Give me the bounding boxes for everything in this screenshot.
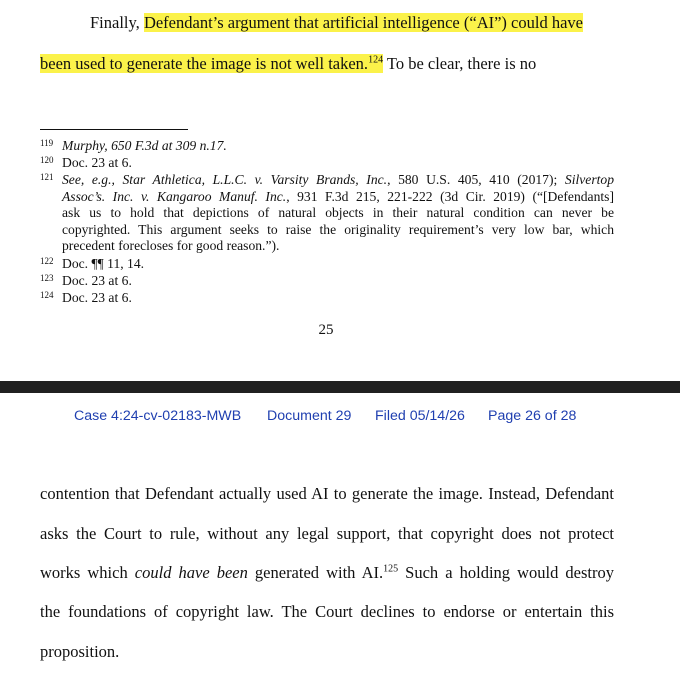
body-text: works which	[40, 563, 135, 582]
filed-date: Filed 05/14/26	[375, 408, 465, 424]
case-number: Case 4:24-cv-02183-MWB	[74, 408, 242, 424]
document-number: Document 29	[267, 408, 352, 424]
citation-text: , 931 F.3d 215, 221-222 (3d Cir. 2019) (“[Defendants]	[286, 188, 614, 204]
footnote-separator	[40, 129, 188, 130]
footnote-text: Doc. 23 at 6.	[62, 273, 132, 288]
body-line-1	[90, 13, 614, 33]
page-break-divider	[0, 381, 680, 393]
body-text: To be clear, there is no	[383, 54, 537, 73]
case-name: See, e.g., Star Athletica, L.L.C. v. Varsity Brands, Inc.	[62, 172, 388, 187]
body-text: Finally,	[90, 13, 144, 32]
footnote-number: 124	[40, 290, 54, 300]
body-line-4: asks the Court to rule, without any legal support, that copyright does not protect	[40, 524, 614, 543]
footnote-ref-124[interactable]: 124	[368, 54, 384, 66]
body-line-2	[40, 54, 614, 74]
footnote-ref-125[interactable]: 125	[383, 563, 399, 575]
footnote-text	[62, 138, 614, 155]
footnote-text: Doc. 23 at 6.	[62, 290, 132, 305]
footnote-line	[62, 189, 614, 206]
footnote-number: 123	[40, 273, 54, 283]
footnote-number: 119	[40, 138, 54, 148]
footnote-text: Doc. 23 at 6.	[62, 155, 132, 170]
citation-text: , 580 U.S. 405, 410 (2017);	[387, 172, 565, 187]
footnote-line: copyrighted. This argument seeks to raise the originality requirement’s very low bar, which	[62, 221, 614, 237]
page-indicator: Page 26 of 28	[488, 408, 577, 424]
case-name: Silvertop	[564, 172, 614, 187]
emphasized-text: could have been	[134, 563, 248, 582]
footnote-number: 120	[40, 155, 54, 165]
body-line-6: the foundations of copyright law. The Court declines to endorse or entertain this	[40, 602, 614, 621]
highlighted-text: Defendant’s argument that artificial intelligence (“AI”) could have	[143, 13, 583, 32]
footnote-line: ask us to hold that depictions of natural objects in their natural condition can never be	[62, 205, 614, 221]
highlighted-text-content: been used to generate the image is not well taken.	[40, 54, 369, 73]
highlighted-text	[40, 54, 383, 73]
footnote-number: 121	[40, 172, 54, 182]
footnote-121	[40, 172, 614, 256]
footnote-number: 122	[40, 256, 54, 266]
footnote-line: precedent forecloses for good reason.”).	[62, 238, 280, 254]
body-text: generated with AI.	[247, 563, 384, 582]
page-number: 25	[318, 322, 334, 338]
footnote-text: Doc. ¶¶ 11, 14.	[62, 256, 145, 271]
body-text: Such a holding would destroy	[398, 563, 614, 582]
footnote-line	[62, 172, 614, 189]
body-line-5	[40, 563, 614, 583]
citation-text: Murphy, 650 F.3d at 309 n.17.	[62, 138, 227, 153]
case-name: Assoc’s. Inc. v. Kangaroo Manuf. Inc.	[62, 188, 287, 204]
body-line-7: proposition.	[40, 642, 120, 661]
ecf-header	[0, 408, 680, 428]
body-line-3: contention that Defendant actually used AI to generate the image. Instead, Defendant	[40, 484, 614, 503]
